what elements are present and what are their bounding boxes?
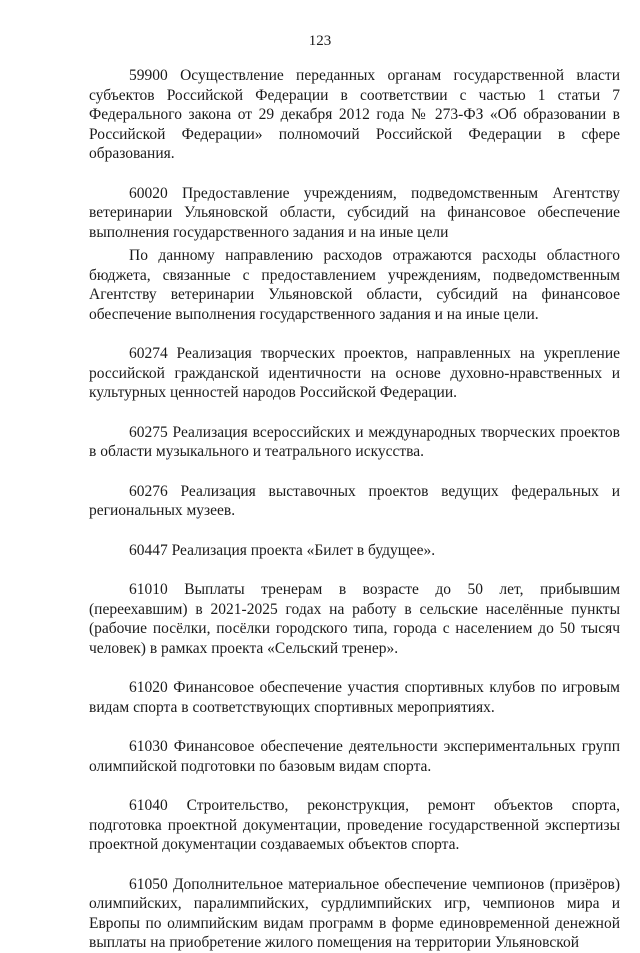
- paragraph-61050: 61050 Дополнительное материальное обеспечение чемпионов (призёров) олимпийских, паралимпийских, сурдлимпийских игр, чемпионов мира и Европы по олимпийским видам программ в форме единовременной денежной выплаты на приобретение жилого помещения на территории Ульяновской: [89, 875, 620, 951]
- paragraph-60020: 60020 Предоставление учреждениям, подведомственным Агентству ветеринарии Ульяновской области, субсидий на финансовое обеспечение выполнения государственного задания и на иные цели: [89, 184, 620, 241]
- paragraph-61010: 61010 Выплаты тренерам в возрасте до 50 лет, прибывшим (переехавшим) в 2021-2025 годах на работу в сельские населённые пункты (рабочие посёлки, посёлки городского типа, города с населением до 50 тысяч человек) в рамках проекта «Сельский тренер».: [89, 581, 620, 657]
- paragraph-61040: 61040 Строительство, реконструкция, ремонт объектов спорта, подготовка проектной документации, проведение государственной экспертизы проектной документации создаваемых объектов спорта.: [89, 797, 620, 853]
- paragraph-60447: 60447 Реализация проекта «Билет в будущее».: [129, 541, 436, 559]
- paragraph-60020-description: По данному направлению расходов отражаются расходы областного бюджета, связанные с предоставлением учреждениям, подведомственным Агентству ветеринарии Ульяновской области, субсидий на финансовое обеспечение выполнения государственного задания и на иные цели.: [89, 247, 620, 323]
- paragraph-60275: 60275 Реализация всероссийских и международных творческих проектов в области музыкального и театрального искусства.: [89, 423, 620, 460]
- paragraph-60274: 60274 Реализация творческих проектов, направленных на укрепление российской гражданской идентичности на основе духовно-нравственных и культурных ценностей народов Российской Федерации.: [89, 345, 620, 401]
- paragraph-61030: 61030 Финансовое обеспечение деятельности экспериментальных групп олимпийской подготовки по базовым видам спорта.: [89, 738, 620, 775]
- paragraph-60276: 60276 Реализация выставочных проектов ведущих федеральных и региональных музеев.: [89, 482, 620, 519]
- page-number: 123: [308, 33, 332, 49]
- document-body: [89, 66, 620, 953]
- paragraph-59900: 59900 Осуществление переданных органам государственной власти субъектов Российской Федерации в соответствии с частью 1 статьи 7 Федерального закона от 29 декабря 2012 года № 273-ФЗ «Об образовании в Российской Федерации» полномочий Российской Федерации в сфере образования.: [89, 67, 620, 162]
- paragraph-61020: 61020 Финансовое обеспечение участия спортивных клубов по игровым видам спорта в соответствующих спортивных мероприятиях.: [89, 679, 620, 716]
